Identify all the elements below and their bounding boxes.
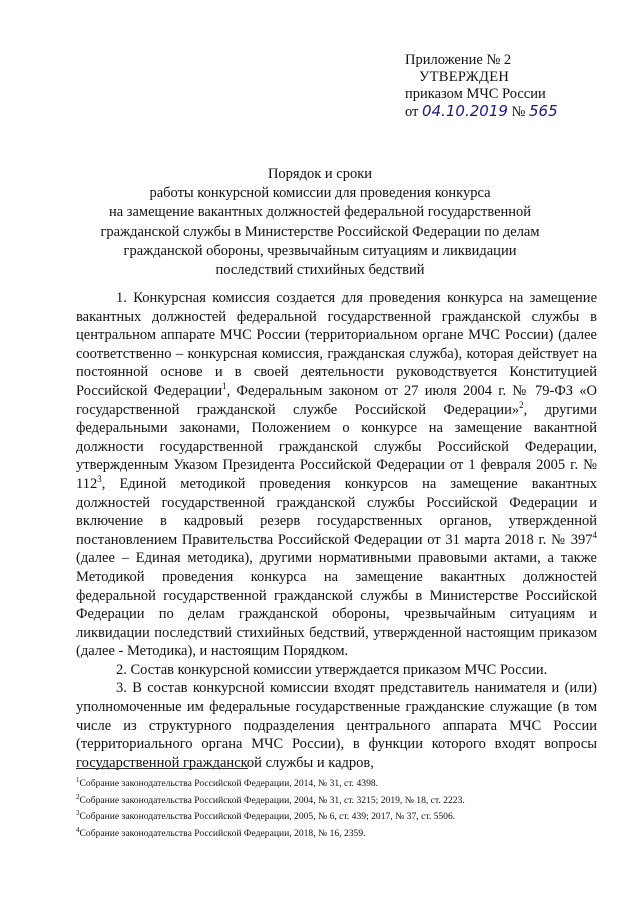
from-label: от xyxy=(405,104,419,120)
handwritten-date: 04.10.2019 xyxy=(422,102,508,120)
footnote-text: Собрание законодательства Российской Федерации, 2004, № 31, ст. 3215; 2019, № 18, ст. 2223. xyxy=(79,794,465,806)
order-label: приказом МЧС России xyxy=(405,86,546,102)
footnote xyxy=(76,791,596,808)
document-title xyxy=(60,165,580,280)
footnote xyxy=(76,774,596,791)
paragraph-2: 2. Состав конкурсной комиссии утверждается приказом МЧС России. xyxy=(116,661,548,678)
title-line: работы конкурсной комиссии для проведения конкурса xyxy=(149,185,491,202)
order-date-line xyxy=(405,103,605,121)
number-label: № xyxy=(511,104,526,120)
title-line: гражданской службы в Министерстве Российской Федерации по делам xyxy=(100,223,540,240)
paragraph-1-part-e: (далее – Единая методика), другими нормативными правовыми актами, а также Методикой проведения конкурса на замещение вакантных должностей федеральной государственной гражданской службы в Министерстве Российской Федерации по делам гражданской обороны, чрезвычайным ситуациям и ликвидации последствий стихийных бедствий, утвержденной настоящим приказом (далее - Методика), и настоящим Порядком. xyxy=(76,550,597,660)
footnotes xyxy=(76,774,596,841)
footnote-number: 3 xyxy=(76,809,80,818)
footnote-text: Собрание законодательства Российской Федерации, 2018, № 16, 2359. xyxy=(79,828,366,840)
appendix-label: Приложение № 2 xyxy=(405,52,512,68)
footnote xyxy=(76,807,596,824)
paragraph-1-part-d: , Единой методикой проведения конкурсов на замещение вакантных должностей государственной гражданской службы Российской Федерации и включение в кадровый резерв государственных органов, утвержденной постановлением Правительства Российской Федерации от 31 марта 2018 г. № 397 xyxy=(76,475,597,548)
footnote-number: 4 xyxy=(76,826,80,835)
approved-label: УТВЕРЖДЕН xyxy=(419,69,510,85)
footnote-number: 2 xyxy=(76,792,80,801)
footnote xyxy=(76,824,596,841)
handwritten-number: 565 xyxy=(529,102,558,120)
footnote-text: Собрание законодательства Российской Федерации, 2005, № 6, ст. 439; 2017, № 37, ст. 5506. xyxy=(79,811,456,823)
paragraph-3: 3. В состав конкурсной комиссии входят представитель нанимателя и (или) уполномоченные им федеральные государственные гражданские служащие (в том числе из структурного подразделения центрального аппарата МЧС России (территориального органа МЧС России), в функции которого входят вопросы государственной гражданской службы и кадров, xyxy=(76,680,597,771)
footnote-ref-4: 4 xyxy=(592,529,597,540)
title-line: гражданской обороны, чрезвычайным ситуациям и ликвидации xyxy=(123,242,517,259)
paragraph-1 xyxy=(76,289,597,661)
footnote-divider xyxy=(76,768,248,769)
title-line: последствий стихийных бедствий xyxy=(215,262,425,279)
paragraph-1-part-c: , другими федеральными законами, Положением о конкурсе на замещение вакантной должности государственной гражданской службы Российской Федерации, утвержденным Указом Президента Российской Федерации от 1 февраля 2005 г. № 112 xyxy=(76,401,597,492)
footnote-ref-2: 2 xyxy=(519,399,524,410)
footnote-ref-1: 1 xyxy=(222,381,227,392)
approval-stamp xyxy=(405,52,605,121)
footnote-text: Собрание законодательства Российской Федерации, 2014, № 31, ст. 4398. xyxy=(79,778,379,790)
title-line: Порядок и сроки xyxy=(267,166,373,182)
title-line: на замещение вакантных должностей федеральной государственной xyxy=(108,204,532,221)
paragraph-1-part-b: , Федеральным законом от 27 июля 2004 г. № 79-ФЗ «О государственной гражданской службе Российской Федерации» xyxy=(76,382,597,418)
footnote-number: 1 xyxy=(76,776,80,784)
paragraph-1-part-a: 1. Конкурсная комиссия создается для проведения конкурса на замещение вакантных должностей федеральной государственной гражданской службы в центральном аппарате МЧС России (территориальном органе МЧС России) (далее соответственно – конкурсная комиссия, гражданская служба), которая действует на постоянной основе и в своей деятельности руководствуется Конституцией Российской Федерации xyxy=(76,290,597,399)
document-body xyxy=(76,289,597,772)
footnote-ref-3: 3 xyxy=(97,474,102,485)
